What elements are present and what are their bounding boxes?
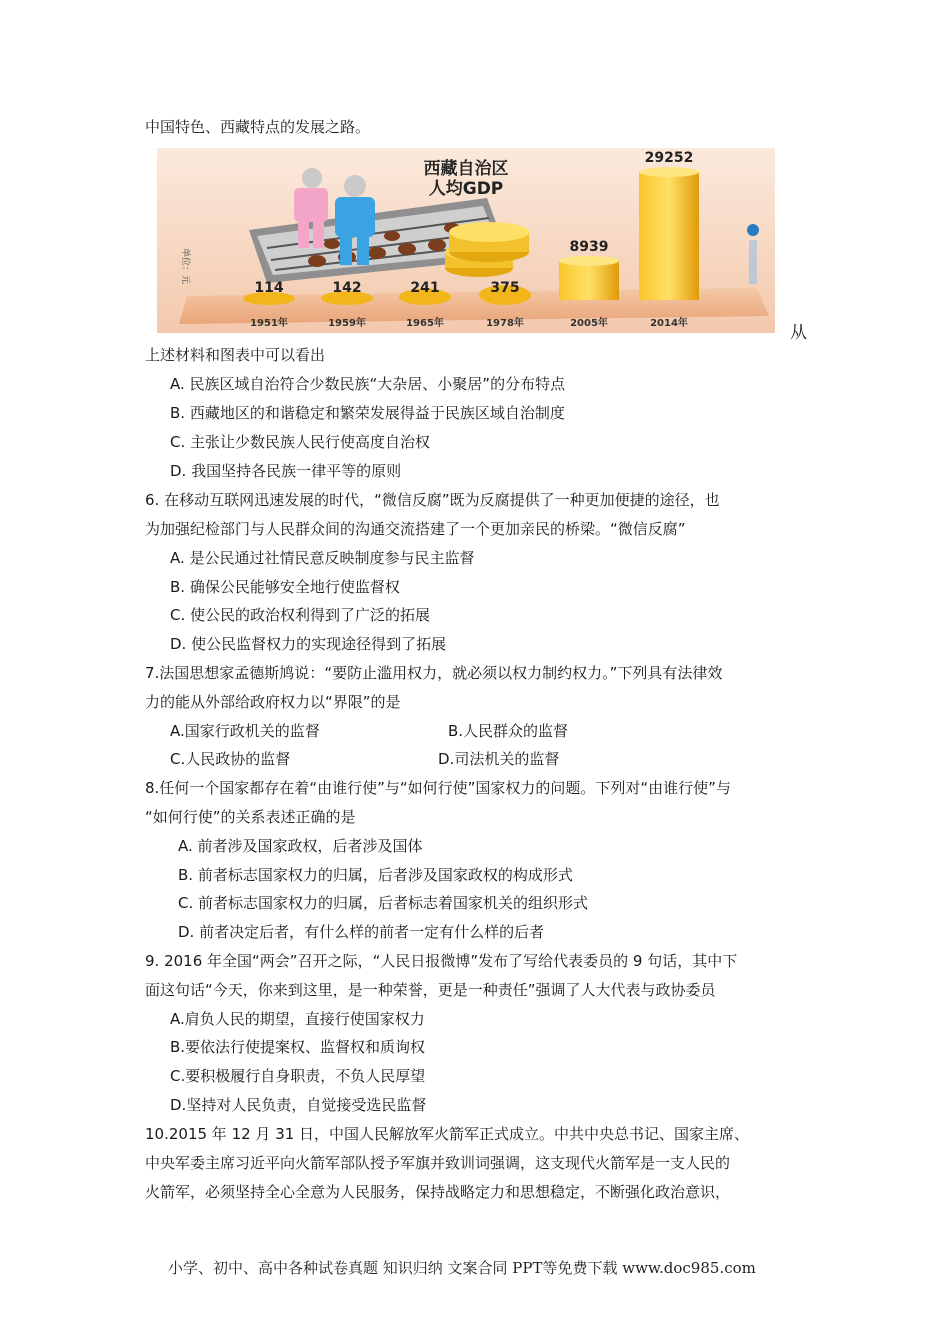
q8-option-b: B. 前者标志国家权力的归属，后者涉及国家政权的构成形式 xyxy=(178,866,573,884)
value-label-1959年: 142 xyxy=(332,280,362,296)
q9-option-a: A.肩负人民的期望，直接行使国家权力 xyxy=(170,1010,425,1028)
q10-stem-line1: 10.2015 年 12 月 31 日，中国人民解放军火箭军正式成立。中共中央总书记、国家主席、 xyxy=(145,1125,750,1143)
q5-stem-tail: 从 xyxy=(790,323,807,343)
tick-label-1965年: 1965年 xyxy=(406,318,444,329)
value-label-1951年: 114 xyxy=(254,280,284,296)
q8-stem-line1: 8.任何一个国家都存在着“由谁行使”与“如何行使”国家权力的问题。下列对“由谁行使”与 xyxy=(145,779,731,797)
q7-stem-line2: 力的能从外部给政府权力以“界限”的是 xyxy=(145,693,401,711)
value-label-1978年: 375 xyxy=(490,280,520,296)
chart-unit-label: 单位：元 xyxy=(180,248,190,285)
q5-option-c: C. 主张让少数民族人民行使高度自治权 xyxy=(170,433,431,451)
bar-top-2005年 xyxy=(559,256,619,266)
q8-stem-line2: “如何行使”的关系表述正确的是 xyxy=(145,808,356,826)
q7-option-d: D.司法机关的监督 xyxy=(438,750,560,768)
bar-2014年 xyxy=(639,172,699,300)
tick-label-1978年: 1978年 xyxy=(486,318,524,329)
value-label-2005年: 8939 xyxy=(569,238,609,255)
q10-stem-line3: 火箭军，必须坚持全心全意为人民服务，保持战略定力和思想稳定，不断强化政治意识， xyxy=(145,1183,731,1201)
q9-option-b: B.要依法行使提案权、监督权和质询权 xyxy=(170,1038,426,1056)
q9-option-c: C.要积极履行自身职责，不负人民厚望 xyxy=(170,1067,426,1085)
tick-label-1951年: 1951年 xyxy=(250,318,288,329)
q5-option-a: A. 民族区域自治符合少数民族“大杂居、小聚居”的分布特点 xyxy=(170,375,566,393)
q7-option-a: A.国家行政机关的监督 xyxy=(170,722,320,740)
q7-option-c: C.人民政协的监督 xyxy=(170,750,291,768)
q7-option-b: B.人民群众的监督 xyxy=(448,722,569,740)
page-footer: 小学、初中、高中各种试卷真题 知识归纳 文案合同 PPT等免费下载 www.doc985.com xyxy=(168,1259,756,1277)
bar-2005年 xyxy=(559,261,619,300)
tick-label-1959年: 1959年 xyxy=(328,318,366,329)
q8-option-a: A. 前者涉及国家政权，后者涉及国体 xyxy=(178,837,423,855)
bar-top-2014年 xyxy=(639,167,699,177)
q10-stem-line2: 中央军委主席习近平向火箭军部队授予军旗并致训词强调，这支现代火箭军是一支人民的 xyxy=(145,1154,731,1172)
chart-title-line1: 西藏自治区 xyxy=(423,159,509,179)
chart-title-line2: 人均GDP xyxy=(428,179,504,199)
value-label-1965年: 241 xyxy=(410,280,440,296)
q8-option-c: C. 前者标志国家权力的归属，后者标志着国家机关的组织形式 xyxy=(178,894,589,912)
gdp-chart xyxy=(157,148,775,333)
q5-stem: 上述材料和图表中可以看出 xyxy=(145,346,326,364)
q8-option-d: D. 前者决定后者，有什么样的前者一定有什么样的后者 xyxy=(178,923,545,941)
q9-stem-line1: 9. 2016 年全国“两会”召开之际，“人民日报微博”发布了写给代表委员的 9 句话，其中下 xyxy=(145,952,738,970)
q6-option-b: B. 确保公民能够安全地行使监督权 xyxy=(170,578,400,596)
q9-stem-line2: 面这句话“今天，你来到这里，是一种荣誉，更是一种责任”强调了人大代表与政协委员 xyxy=(145,981,716,999)
q6-option-c: C. 使公民的政治权利得到了广泛的拓展 xyxy=(170,606,431,624)
q6-stem-line2: 为加强纪检部门与人民群众间的沟通交流搭建了一个更加亲民的桥梁。“微信反腐” xyxy=(145,520,686,538)
q5-option-b: B. 西藏地区的和谐稳定和繁荣发展得益于民族区域自治制度 xyxy=(170,404,565,422)
q9-option-d: D.坚持对人民负责，自觉接受选民监督 xyxy=(170,1096,427,1114)
q6-option-d: D. 使公民监督权力的实现途径得到了拓展 xyxy=(170,635,447,653)
q6-stem-line1: 6. 在移动互联网迅速发展的时代，“微信反腐”既为反腐提供了一种更加便捷的途径，也 xyxy=(145,491,720,509)
q6-option-a: A. 是公民通过社情民意反映制度参与民主监督 xyxy=(170,549,475,567)
intro-line: 中国特色、西藏特点的发展之路。 xyxy=(145,118,371,136)
tick-label-2014年: 2014年 xyxy=(650,318,688,329)
q7-stem-line1: 7.法国思想家孟德斯鸠说：“要防止滥用权力，就必须以权力制约权力。”下列具有法律效 xyxy=(145,664,723,682)
q5-option-d: D. 我国坚持各民族一律平等的原则 xyxy=(170,462,402,480)
tick-label-2005年: 2005年 xyxy=(570,318,608,329)
value-label-2014年: 29252 xyxy=(644,150,694,166)
